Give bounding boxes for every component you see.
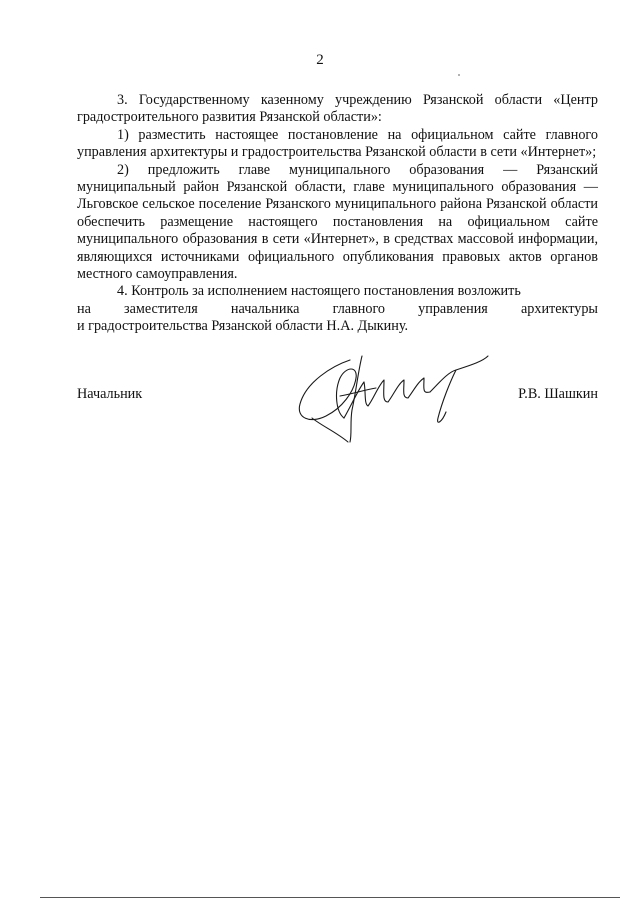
paragraph-4-line-2: [77, 301, 598, 318]
handwritten-signature: [292, 352, 492, 448]
scan-speck: [458, 74, 460, 76]
page-bottom-edge: [40, 897, 620, 898]
word: главного: [332, 300, 386, 317]
paragraph-3: 3. Государственному казенному учреждению Рязанской области «Центр градостроительного развития Рязанской области»:: [77, 92, 598, 126]
paragraph-4-line-1: 4. Контроль за исполнением настоящего постановления возложить: [117, 283, 521, 300]
word: заместителя: [124, 300, 198, 317]
word: управления: [418, 300, 488, 317]
document-body: [77, 92, 598, 336]
paragraph-3-item-1: 1) разместить настоящее постановление на официальном сайте главного управления архитектуры и градостроительства Рязанской области в сети «Интернет»;: [77, 126, 598, 161]
word: архитектуры: [520, 300, 598, 317]
word: на: [77, 300, 91, 317]
word: начальника: [230, 300, 300, 317]
paragraph-3-item-2: 2) предложить главе муниципального образования — Рязанский муниципальный район Рязанской области, главе муниципального образования — Льговское сельское поселение Рязанского муниципального района Рязанской области обеспечить размещение настоящего постановления на официальном сайте муниципального образования в сети «Интернет», в средствах массовой информации, являющихся источниками официального опубликования правовых актов органов местного самоуправления.: [77, 161, 598, 283]
page-number: 2: [316, 52, 324, 68]
signer-position: Начальник: [77, 386, 143, 402]
paragraph-4-line-3: и градостроительства Рязанской области Н.А. Дыкину.: [77, 318, 409, 335]
signer-name: Р.В. Шашкин: [518, 386, 598, 402]
paragraph-4: [77, 283, 598, 335]
